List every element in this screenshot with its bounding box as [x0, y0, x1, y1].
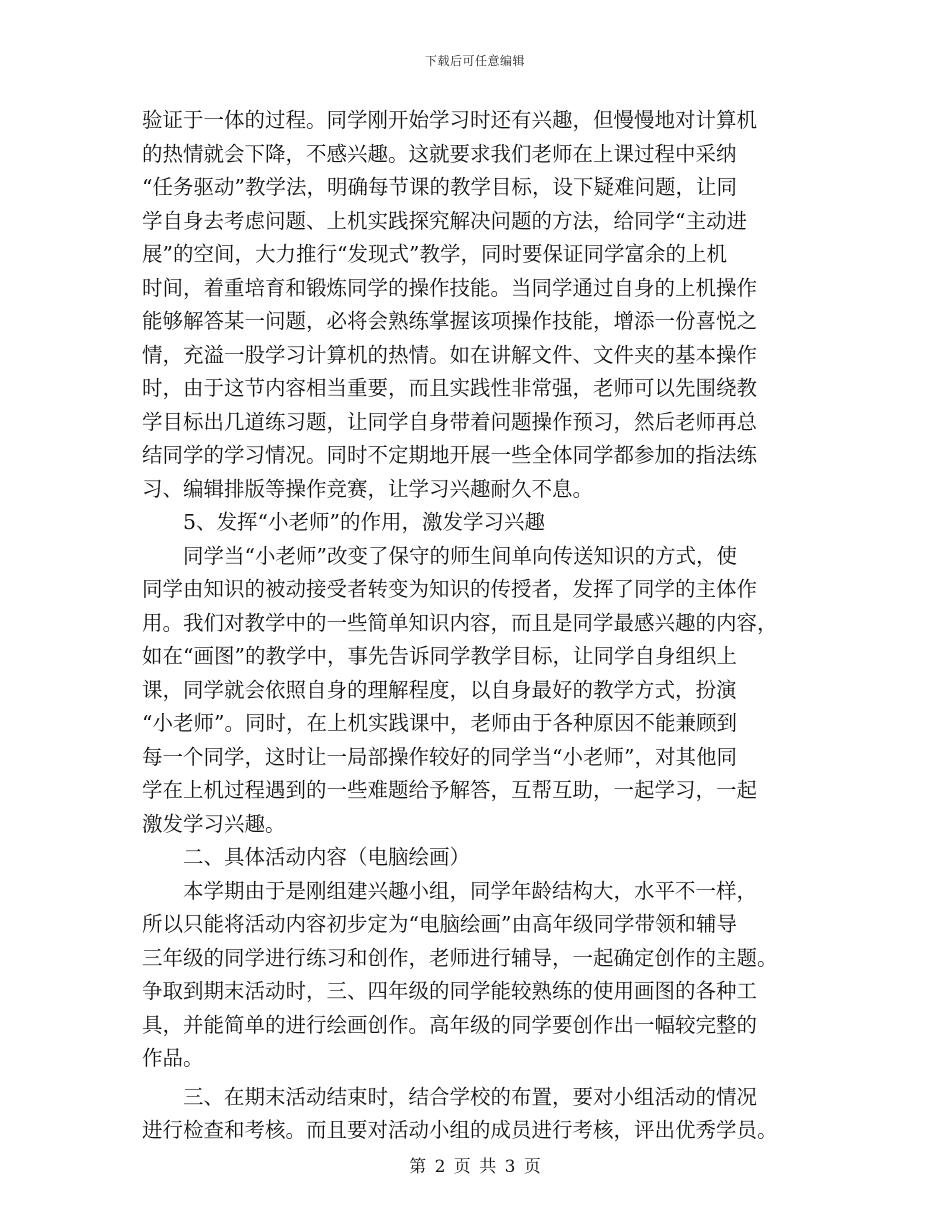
- text-line: 能够解答某一问题，必将会熟练掌握该项操作技能，增添一份喜悦之: [142, 309, 757, 333]
- text-line: 本学期由于是刚组建兴趣小组，同学年龄结构大，水平不一样，: [142, 878, 757, 903]
- text-line: 用。我们对教学中的一些简单知识内容，而且是同学最感兴趣的内容，: [142, 610, 778, 635]
- text-line: 进行检查和考核。而且要对活动小组的成员进行考核，评出优秀学员。: [142, 1118, 778, 1142]
- text-line: 每一个同学，这时让一局部操作较好的同学当“小老师”，对其他同: [142, 744, 737, 769]
- text-line: 验证于一体的过程。同学刚开始学习时还有兴趣，但慢慢地对计算机: [142, 108, 757, 132]
- text-line: 作品。: [142, 1046, 204, 1070]
- text-line: 学自身去考虑问题、上机实践探究解决问题的方法，给同学“主动进: [142, 208, 747, 233]
- text-line: 的热情就会下降，不感兴趣。这就要求我们老师在上课过程中采纳: [142, 141, 737, 166]
- text-line: 时，由于这节内容相当重要，而且实践性非常强，老师可以先围绕教: [142, 376, 757, 400]
- text-line: “小老师”。同时，在上机实践课中，老师由于各种原因不能兼顾到: [142, 711, 737, 735]
- text-line: “任务驱动”教学法，明确每节课的教学目标，设下疑难问题，让同: [142, 175, 737, 199]
- text-line: 三、在期末活动结束时，结合学校的布置，要对小组活动的情况: [142, 1084, 757, 1109]
- text-line: 学目标出几道练习题，让同学自身带着问题操作预习，然后老师再总: [142, 409, 757, 434]
- text-line: 三年级的同学进行练习和创作，老师进行辅导，一起确定创作的主题。: [142, 945, 778, 970]
- text-line: 展”的空间，大力推行“发现式”教学，同时要保证同学富余的上机: [142, 242, 727, 266]
- text-line: 课，同学就会依照自身的理解程度，以自身最好的教学方式，扮演: [142, 677, 737, 702]
- text-line: 情，充溢一股学习计算机的热情。如在讲解文件、文件夹的基本操作: [142, 342, 757, 367]
- text-line: 学在上机过程遇到的一些难题给予解答，互帮互助，一起学习，一起: [142, 778, 757, 802]
- text-line: 如在“画图”的教学中，事先告诉同学教学目标，让同学自身组织上: [142, 644, 737, 668]
- document-body: [142, 104, 810, 1148]
- page-number: 第 2 页 共 3 页: [409, 1157, 541, 1177]
- text-line: 同学由知识的被动接受者转变为知识的传授者，发挥了同学的主体作: [142, 577, 757, 601]
- page-header: 下载后可任意编辑: [424, 54, 525, 68]
- text-line: 同学当“小老师”改变了保守的师生间单向传送知识的方式，使: [142, 543, 737, 568]
- section-heading: 5、发挥“小老师”的作用，激发学习兴趣: [142, 510, 546, 534]
- section-heading: 二、具体活动内容（电脑绘画）: [142, 845, 470, 869]
- text-line: 争取到期末活动时，三、四年级的同学能较熟练的使用画图的各种工: [142, 979, 757, 1003]
- text-line: 所以只能将活动内容初步定为“电脑绘画”由高年级同学带领和辅导: [142, 912, 737, 936]
- text-line: 具，并能简单的进行绘画创作。高年级的同学要创作出一幅较完整的: [142, 1012, 757, 1037]
- text-line: 结同学的学习情况。同时不定期地开展一些全体同学都参加的指法练: [142, 443, 757, 467]
- text-line: 激发学习兴趣。: [142, 811, 286, 836]
- text-line: 习、编辑排版等操作竞赛，让学习兴趣耐久不息。: [142, 476, 593, 501]
- text-line: 时间，着重培育和锻炼同学的操作技能。当同学通过自身的上机操作: [142, 275, 757, 300]
